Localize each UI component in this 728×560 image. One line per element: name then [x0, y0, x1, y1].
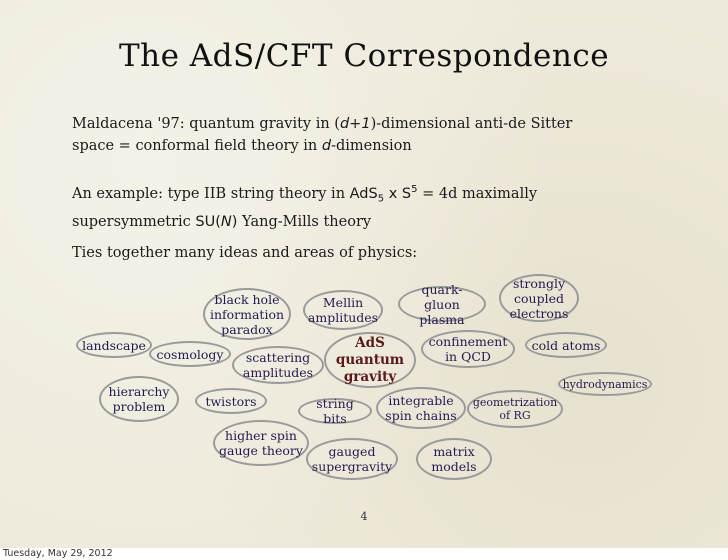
bubble-cold-atoms — [525, 332, 607, 358]
text-segment-math: SU( — [195, 213, 221, 230]
paragraph-maldacena — [72, 113, 572, 157]
bubble-line: gauged — [328, 444, 376, 459]
subscript: 5 — [377, 193, 385, 205]
bubble-black-hole — [203, 288, 291, 340]
bubble-line: matrix — [433, 444, 475, 459]
bubble-scattering — [232, 346, 324, 384]
bubble-line: amplitudes — [242, 365, 314, 380]
bubble-landscape — [76, 332, 152, 358]
date-footer: Tuesday, May 29, 2012 — [3, 548, 113, 559]
page-number: 4 — [360, 510, 368, 523]
bubble-mellin — [303, 290, 383, 330]
text-segment-math: AdS — [349, 185, 378, 202]
bubble-line: plasma — [419, 311, 465, 327]
bubble-ads-quantum-gravity — [324, 332, 416, 388]
bubble-line: amplitudes — [307, 310, 379, 325]
text-segment-math: ) — [231, 213, 238, 230]
paragraph-ties: Ties together many ideas and areas of physics: — [72, 245, 418, 261]
text-segment-math: d — [321, 138, 332, 154]
bubble-strongly-coupled — [499, 274, 579, 322]
bubble-line: information — [209, 306, 285, 322]
bubble-line: string bits — [316, 396, 354, 426]
bubble-line: supergravity — [311, 459, 393, 474]
bubble-line: paradox — [221, 321, 273, 337]
superscript: 5 — [411, 184, 418, 195]
bubble-line: hydrodynamics — [562, 377, 648, 391]
paragraph-maldacena-line-1 — [72, 113, 572, 135]
bubble-hierarchy — [99, 376, 179, 422]
paragraph-example-line-2 — [72, 211, 537, 233]
bubble-line: gravity — [343, 368, 397, 385]
bubble-line: integrable — [388, 393, 454, 408]
bubble-line: strongly — [512, 275, 566, 291]
bubble-line: of RG — [499, 409, 531, 422]
paragraph-maldacena-line-2 — [72, 135, 572, 157]
bubble-line: models — [431, 459, 477, 474]
text-segment: Maldacena '97: quantum gravity in ( — [72, 116, 340, 132]
bubble-integrable — [376, 387, 466, 429]
bubble-twistors — [195, 388, 267, 414]
bubble-line: hierarchy — [108, 384, 170, 399]
slide-title: The AdS/CFT Correspondence — [118, 38, 610, 74]
bubble-geometrization — [467, 390, 563, 428]
text-segment: supersymmetric — [72, 213, 196, 230]
bubble-line: scattering — [245, 350, 311, 365]
bubble-gauged-supergravity — [306, 438, 398, 480]
bubble-line: spin chains — [385, 408, 457, 423]
bubble-quark-gluon — [398, 281, 486, 327]
text-segment: space = conformal field theory in — [72, 138, 322, 154]
bubble-matrix-models — [416, 438, 492, 480]
bubble-line: gauge theory — [219, 443, 303, 458]
bubble-cosmology — [149, 341, 231, 367]
text-segment: An example: type IIB string theory in — [72, 185, 350, 202]
bubble-line: twistors — [205, 393, 257, 409]
bubble-line: Mellin — [322, 295, 364, 310]
bubble-line: quantum — [335, 351, 405, 368]
bubble-line: cold atoms — [531, 337, 601, 353]
bubble-string-bits — [298, 398, 372, 424]
bubble-line: in QCD — [445, 349, 491, 364]
bubble-higher-spin — [213, 420, 309, 466]
bubble-line: geometrization — [472, 396, 558, 409]
bubble-line: black hole — [214, 291, 280, 307]
text-segment-math: d+1 — [339, 116, 371, 132]
text-segment: )-dimensional anti-de Sitter — [370, 116, 573, 132]
bubble-line: problem — [112, 399, 166, 414]
bubble-line: quark-gluon — [421, 281, 463, 312]
text-segment-math: x S — [384, 185, 412, 202]
bubble-confinement — [421, 330, 515, 368]
bubble-line: electrons — [509, 305, 569, 321]
text-segment-math: N — [220, 213, 232, 230]
bubble-line: AdS — [355, 334, 385, 351]
text-segment: Yang-Mills theory — [237, 213, 372, 230]
bubble-line: confinement — [428, 334, 508, 349]
bubble-line: coupled — [514, 290, 564, 306]
bubble-line: higher spin — [225, 428, 297, 443]
bubble-line: landscape — [82, 337, 146, 353]
text-segment: -dimension — [331, 138, 412, 154]
text-segment: = 4d maximally — [417, 185, 538, 202]
bubble-hydrodynamics — [558, 372, 652, 396]
paragraph-example — [72, 179, 537, 233]
bubble-line: cosmology — [156, 346, 224, 362]
paragraph-example-line-1 — [72, 179, 537, 211]
